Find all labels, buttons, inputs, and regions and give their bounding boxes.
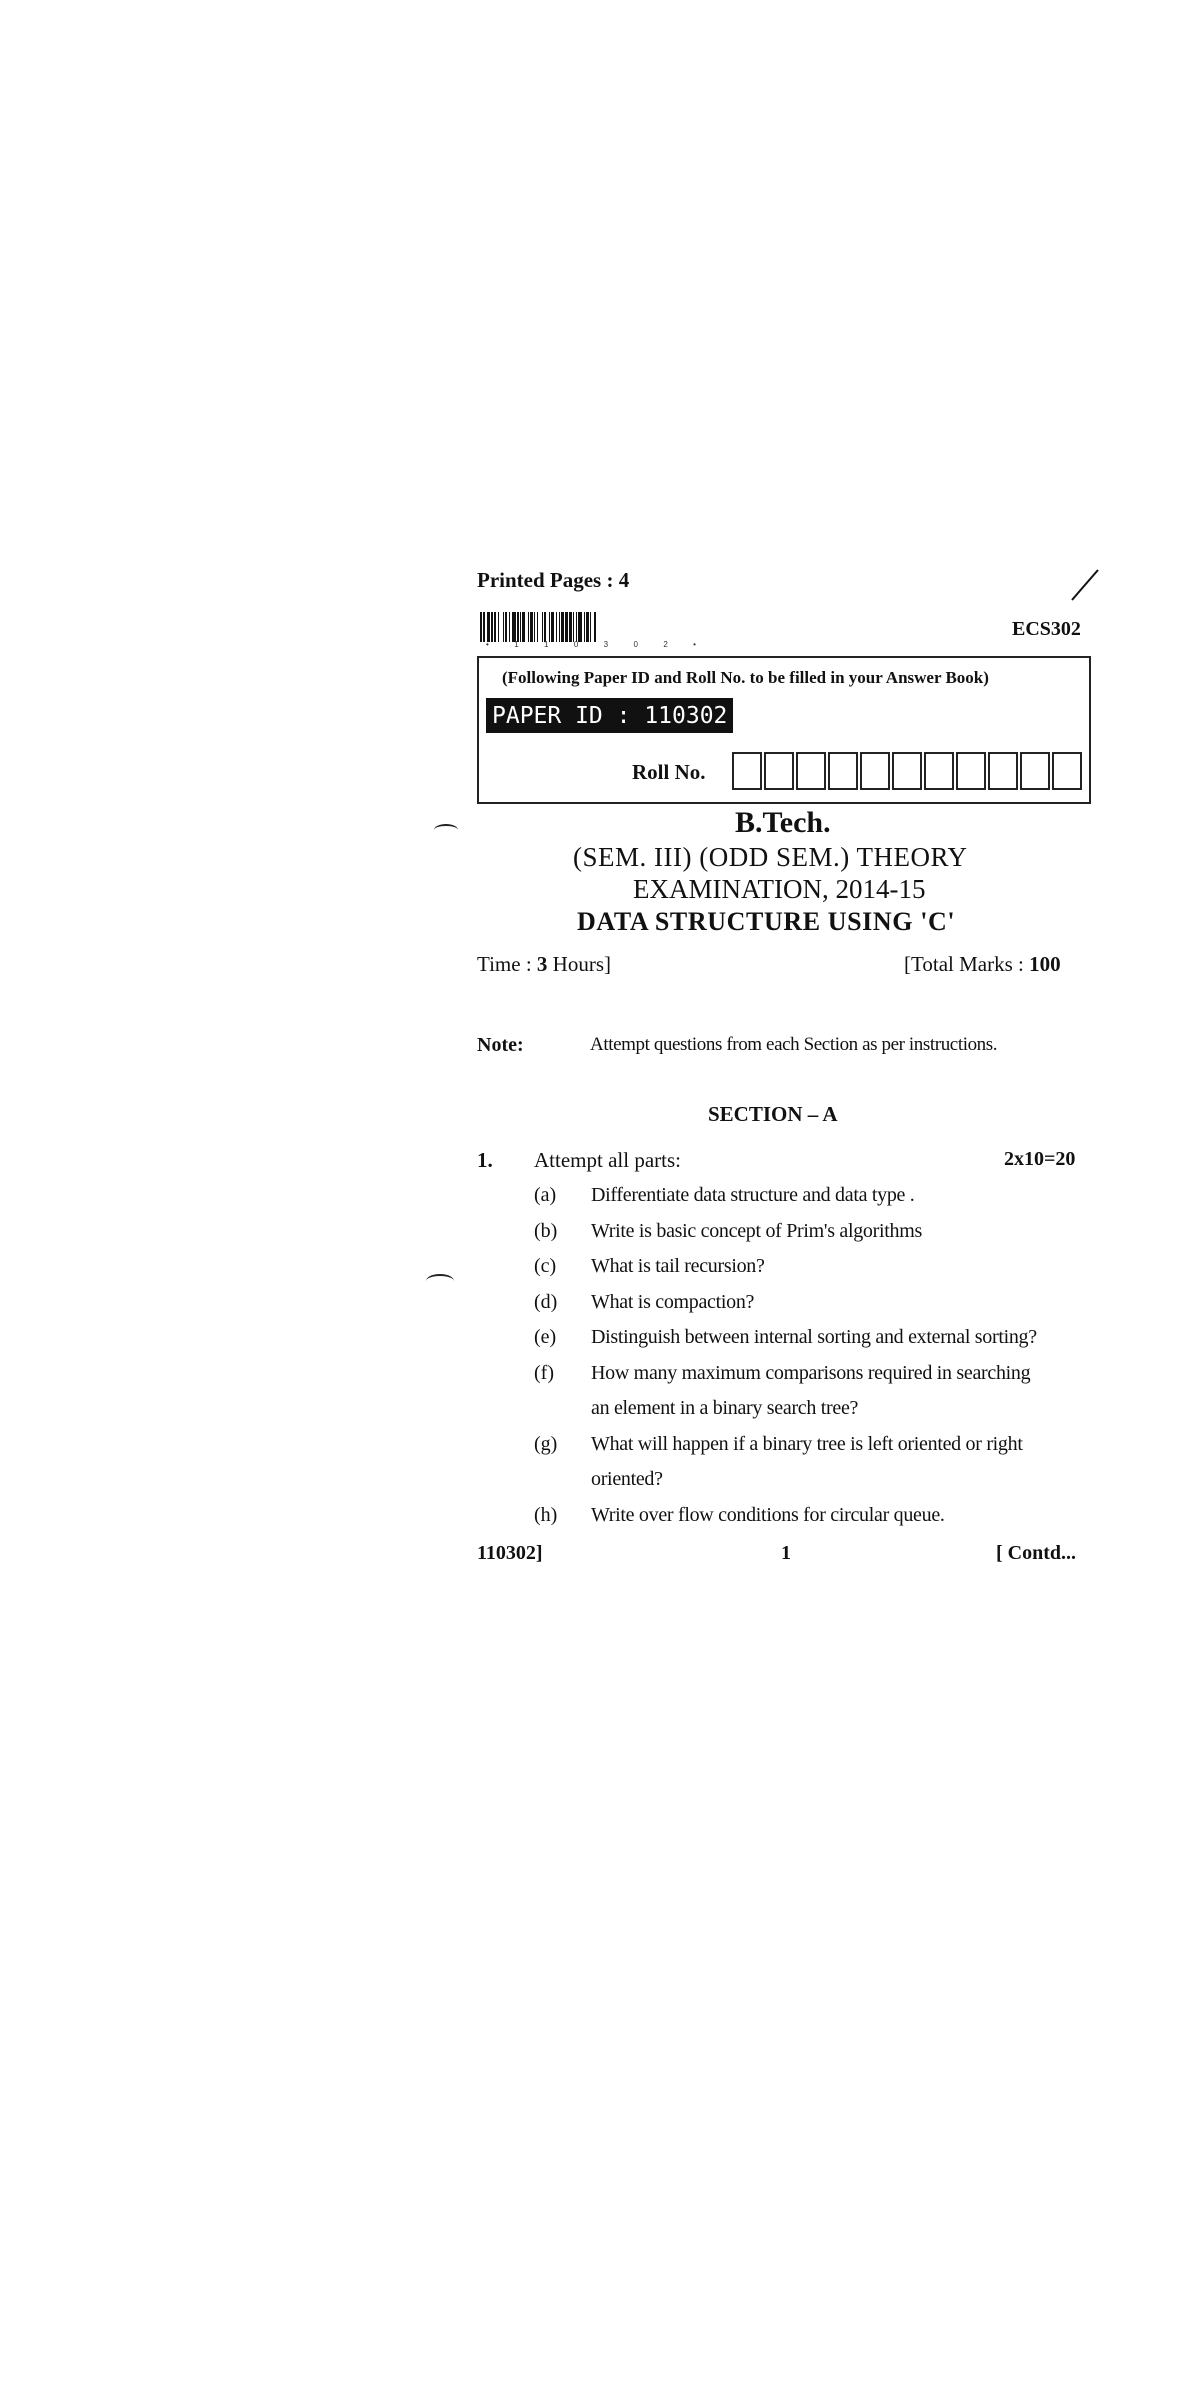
part-label: (f): [534, 1361, 554, 1384]
part-text: What is tail recursion?: [591, 1255, 765, 1277]
part-text: How many maximum comparisons required in searching: [591, 1361, 1031, 1384]
question-number: 1.: [477, 1148, 493, 1172]
part-label: (e): [534, 1326, 557, 1348]
time-suffix: Hours]: [547, 952, 611, 976]
part-text: an element in a binary search tree?: [591, 1397, 859, 1419]
roll-number-digit-box[interactable]: [732, 752, 762, 790]
part-text: oriented?: [591, 1468, 663, 1490]
roll-number-boxes[interactable]: [732, 752, 1084, 790]
continued-label: [ Contd...: [996, 1542, 1077, 1564]
part-label: (a): [534, 1184, 557, 1206]
part-label: (d): [534, 1290, 558, 1313]
barcode-digit: 2: [663, 640, 668, 649]
roll-number-digit-box[interactable]: [924, 752, 954, 790]
roll-number-digit-box[interactable]: [988, 752, 1018, 790]
roll-number-digit-box[interactable]: [860, 752, 890, 790]
margin-mark: [426, 1274, 454, 1288]
roll-number-digit-box[interactable]: [956, 752, 986, 790]
part-text: Write is basic concept of Prim's algorithms: [591, 1219, 922, 1242]
time-line: [477, 952, 611, 977]
subject-code: ECS302: [1012, 618, 1081, 640]
time-value: 3: [536, 952, 548, 976]
roll-number-digit-box[interactable]: [892, 752, 922, 790]
part-label: (g): [534, 1432, 558, 1455]
question-marks: 2x10=20: [1004, 1148, 1076, 1170]
barcode-digit: 3: [603, 640, 609, 649]
barcode-digit: •: [486, 640, 489, 649]
roll-number-digit-box[interactable]: [1052, 752, 1082, 790]
printed-pages: Printed Pages : 4: [477, 568, 630, 592]
part-text: Distinguish between internal sorting and external sorting?: [591, 1326, 1037, 1348]
note-label: Note:: [477, 1034, 524, 1056]
barcode-digit: 0: [573, 640, 579, 649]
marks-prefix: [Total Marks :: [904, 952, 1030, 976]
part-text: What will happen if a binary tree is left oriented or right: [591, 1432, 1023, 1455]
paper-id-label: PAPER ID : 110302: [486, 698, 733, 733]
part-label: (h): [534, 1503, 558, 1526]
question-instruction: Attempt all parts:: [534, 1148, 681, 1172]
subject-title: DATA STRUCTURE USING 'C': [577, 907, 956, 936]
degree-title: B.Tech.: [735, 806, 831, 839]
barcode-digit: 1: [544, 640, 549, 649]
barcode-digit: 1: [514, 640, 519, 649]
part-label: (c): [534, 1255, 557, 1277]
part-text: Differentiate data structure and data type .: [591, 1184, 915, 1206]
barcode-digits: [486, 640, 696, 649]
part-text: Write over flow conditions for circular queue.: [591, 1503, 945, 1526]
page-number: 1: [781, 1542, 791, 1564]
roll-number-digit-box[interactable]: [1020, 752, 1050, 790]
roll-number-digit-box[interactable]: [828, 752, 858, 790]
exam-semester-line: (SEM. III) (ODD SEM.) THEORY: [573, 842, 968, 872]
footer-paper-code: 110302]: [477, 1542, 543, 1564]
marks-value: 100: [1029, 952, 1061, 976]
barcode-digit: 0: [633, 640, 638, 649]
tick-mark: [1070, 566, 1100, 602]
total-marks-line: [904, 952, 1061, 977]
note-text: Attempt questions from each Section as per instructions.: [590, 1034, 998, 1055]
part-text: What is compaction?: [591, 1290, 755, 1313]
margin-mark: [434, 824, 458, 836]
answer-book-instruction: (Following Paper ID and Roll No. to be filled in your Answer Book): [502, 668, 989, 687]
exam-session-line: EXAMINATION, 2014-15: [633, 874, 926, 904]
barcode-digit: •: [693, 640, 696, 649]
part-label: (b): [534, 1219, 558, 1242]
roll-number-digit-box[interactable]: [764, 752, 794, 790]
barcode-image: [480, 612, 702, 642]
time-prefix: Time :: [477, 952, 537, 976]
section-heading: SECTION – A: [708, 1102, 838, 1126]
roll-number-label: Roll No.: [632, 760, 706, 784]
roll-number-digit-box[interactable]: [796, 752, 826, 790]
